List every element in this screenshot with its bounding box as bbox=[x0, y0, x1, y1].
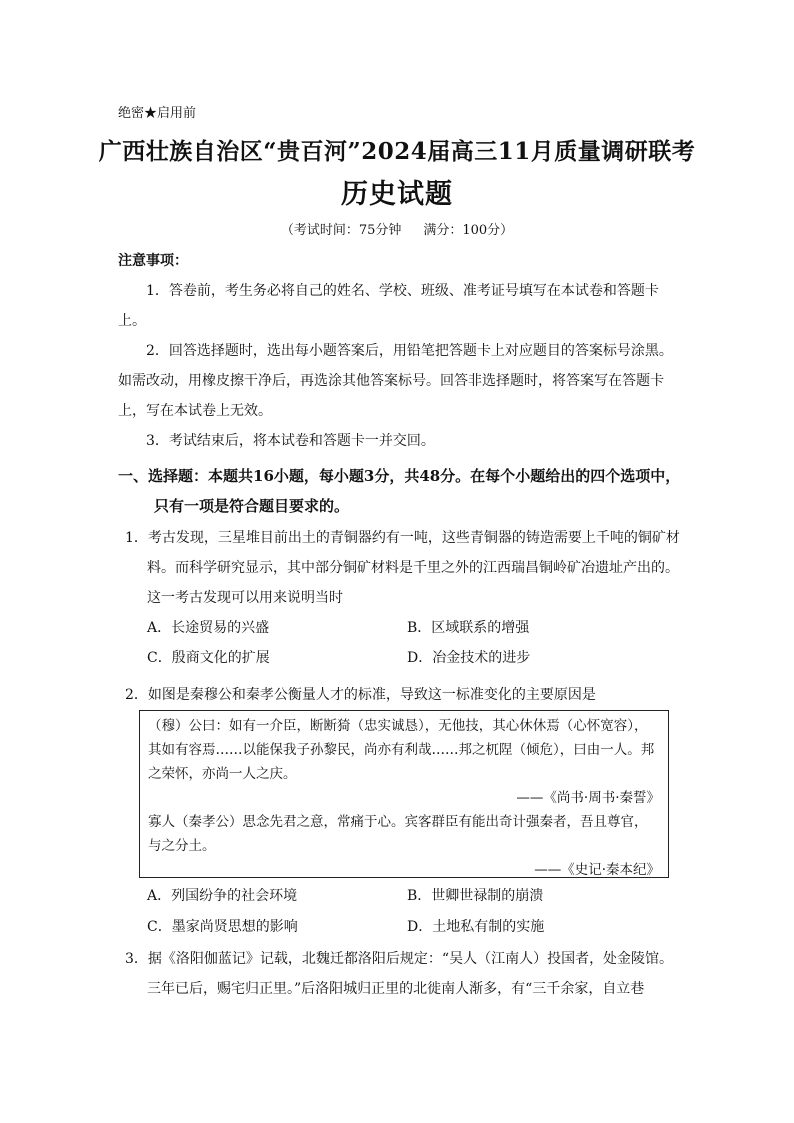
notice-item: 2．回答选择题时，选出每小题答案后，用铅笔把答题卡上对应题目的答案标号涂黑。如需改动，用橡皮擦干净后，再选涂其他答案标号。回答非选择题时，将答案写在答题卡上，写在本试卷上无效。 bbox=[118, 343, 673, 419]
question-2 bbox=[125, 680, 685, 710]
question-stem: 2．如图是秦穆公和秦孝公衡量人才的标准，导致这一标准变化的主要原因是 bbox=[125, 687, 596, 703]
notice-item: 1．答卷前，考生务必将自己的姓名、学校、班级、准考证号填写在本试卷和答题卡上。 bbox=[118, 283, 659, 329]
quote-1-source: ——《尚书·周书·秦誓》 bbox=[516, 790, 660, 806]
full-score: 满分：100分） bbox=[423, 223, 514, 238]
exam-info bbox=[0, 219, 794, 238]
question-3 bbox=[125, 944, 685, 1004]
source-material-box bbox=[139, 710, 669, 878]
notice-title: 注意事项： bbox=[118, 253, 188, 269]
exam-title: 广西壮族自治区“贵百河”2024届高三11月质量调研联考 bbox=[98, 138, 696, 165]
question-1 bbox=[125, 523, 685, 613]
question-stem: 1．考古发现，三星堆目前出土的青铜器约有一吨，这些青铜器的铸造需要上千吨的铜矿材料。而科学研究显示，其中部分铜矿材料是千里之外的江西瑞昌铜岭矿冶遗址产出的。这一考古发现可以用来说明当时 bbox=[125, 530, 680, 606]
quote-2: 寡人（秦孝公）思念先君之意，常痛于心。宾客群臣有能出奇计强秦者，吾且尊官，与之分土。 bbox=[148, 814, 648, 854]
quote-1: （穆）公曰：如有一介臣，断断猗（忠实诚恳），无他技，其心休休焉（心怀宽容），其如有容焉……以能保我子孙黎民，尚亦有利哉……邦之杌陧（倾危），曰由一人。邦之荣怀，亦尚一人之庆。 bbox=[148, 718, 655, 782]
option-d: D．土地私有制的实施 bbox=[407, 919, 545, 935]
option-a: A．列国纷争的社会环境 bbox=[147, 888, 298, 904]
option-b: B．区域联系的增强 bbox=[407, 620, 530, 636]
quote-2-source: ——《史记·秦本纪》 bbox=[534, 862, 660, 878]
secret-label: 绝密★启用前 bbox=[118, 106, 197, 121]
option-c: C．殷商文化的扩展 bbox=[147, 650, 270, 666]
question-stem: 3．据《洛阳伽蓝记》记载，北魏迁都洛阳后规定：“吴人（江南人）投国者，处金陵馆。三年已后，赐宅归正里。”后洛阳城归正里的北徙南人渐多，有“三千余家，自立巷 bbox=[125, 951, 674, 997]
option-d: D．冶金技术的进步 bbox=[407, 650, 531, 666]
exam-time: （考试时间：75分钟 bbox=[280, 223, 402, 238]
section-heading: 一、选择题：本题共16小题，每小题3分，共48分。在每个小题给出的四个选项中，只有一项是符合题目要求的。 bbox=[118, 467, 681, 515]
option-a: A．长途贸易的兴盛 bbox=[147, 620, 270, 636]
notice-list bbox=[118, 276, 684, 456]
option-c: C．墨家尚贤思想的影响 bbox=[147, 919, 298, 935]
subject-title: 历史试题 bbox=[341, 179, 453, 210]
option-b: B．世卿世禄制的崩溃 bbox=[407, 888, 544, 904]
notice-item: 3．考试结束后，将本试卷和答题卡一并交回。 bbox=[146, 433, 435, 449]
